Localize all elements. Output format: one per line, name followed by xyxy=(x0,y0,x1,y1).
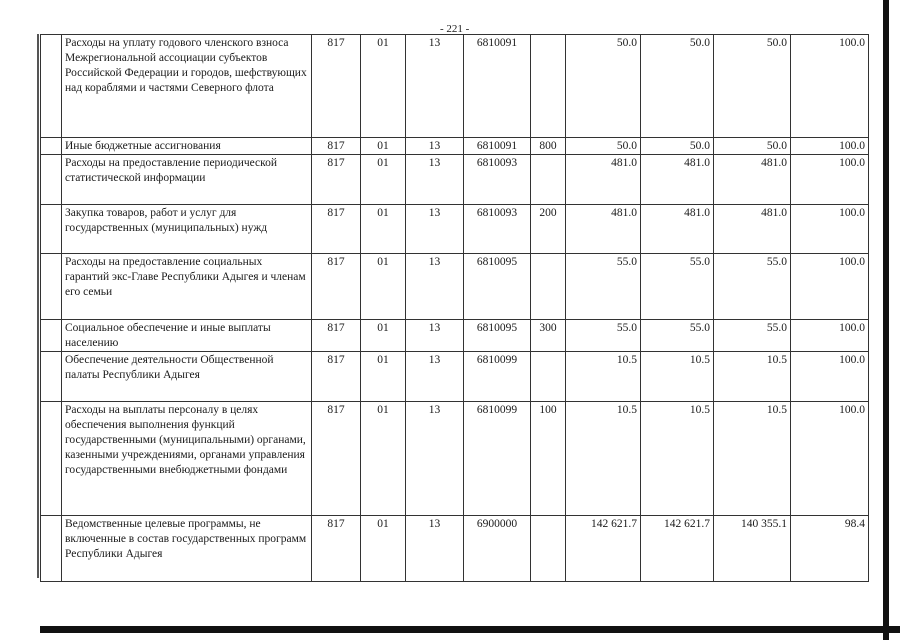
expense-type-cell xyxy=(531,35,566,138)
section-cell: 01 xyxy=(361,516,406,582)
expense-name-cell: Расходы на выплаты персоналу в целях обеспечения выполнения функций государственными (муниципальными) органами, казенными учреждениями, органами управления государственными внебюджетными фондами xyxy=(62,402,312,516)
row-marker-cell xyxy=(41,35,62,138)
refined-plan-cell: 10.5 xyxy=(641,352,714,402)
expense-type-cell: 200 xyxy=(531,205,566,254)
percent-executed-cell: 100.0 xyxy=(791,155,869,205)
section-cell: 01 xyxy=(361,35,406,138)
subsection-cell: 13 xyxy=(406,352,464,402)
target-article-cell: 6810099 xyxy=(464,402,531,516)
table-row xyxy=(41,138,869,155)
table-row xyxy=(41,35,869,138)
subsection-cell: 13 xyxy=(406,205,464,254)
scan-edge-right xyxy=(883,0,889,640)
left-margin-line xyxy=(37,34,39,578)
ministry-code-cell: 817 xyxy=(312,516,361,582)
subsection-cell: 13 xyxy=(406,320,464,352)
executed-amount-cell: 481.0 xyxy=(714,205,791,254)
target-article-cell: 6810093 xyxy=(464,155,531,205)
executed-amount-cell: 140 355.1 xyxy=(714,516,791,582)
executed-amount-cell: 50.0 xyxy=(714,35,791,138)
section-cell: 01 xyxy=(361,155,406,205)
row-marker-cell xyxy=(41,205,62,254)
refined-plan-cell: 50.0 xyxy=(641,35,714,138)
executed-amount-cell: 55.0 xyxy=(714,320,791,352)
row-marker-cell xyxy=(41,352,62,402)
percent-executed-cell: 100.0 xyxy=(791,254,869,320)
expense-name-cell: Ведомственные целевые программы, не включенные в состав государственных программ Республики Адыгея xyxy=(62,516,312,582)
refined-plan-cell: 10.5 xyxy=(641,402,714,516)
expense-type-cell: 100 xyxy=(531,402,566,516)
row-marker-cell xyxy=(41,516,62,582)
target-article-cell: 6810091 xyxy=(464,35,531,138)
expense-type-cell: 800 xyxy=(531,138,566,155)
expense-name-cell: Расходы на предоставление социальных гарантий экс-Главе Республики Адыгея и членам его семьи xyxy=(62,254,312,320)
expense-name-cell: Иные бюджетные ассигнования xyxy=(62,138,312,155)
target-article-cell: 6810099 xyxy=(464,352,531,402)
ministry-code-cell: 817 xyxy=(312,352,361,402)
percent-executed-cell: 100.0 xyxy=(791,320,869,352)
subsection-cell: 13 xyxy=(406,35,464,138)
percent-executed-cell: 98.4 xyxy=(791,516,869,582)
section-cell: 01 xyxy=(361,254,406,320)
plan-amount-cell: 55.0 xyxy=(566,254,641,320)
row-marker-cell xyxy=(41,402,62,516)
ministry-code-cell: 817 xyxy=(312,155,361,205)
plan-amount-cell: 481.0 xyxy=(566,155,641,205)
row-marker-cell xyxy=(41,320,62,352)
budget-table xyxy=(40,34,869,582)
plan-amount-cell: 142 621.7 xyxy=(566,516,641,582)
expense-name-cell: Обеспечение деятельности Общественной палаты Республики Адыгея xyxy=(62,352,312,402)
target-article-cell: 6810095 xyxy=(464,320,531,352)
table-row xyxy=(41,352,869,402)
plan-amount-cell: 50.0 xyxy=(566,35,641,138)
expense-type-cell xyxy=(531,254,566,320)
ministry-code-cell: 817 xyxy=(312,402,361,516)
target-article-cell: 6810095 xyxy=(464,254,531,320)
percent-executed-cell: 100.0 xyxy=(791,138,869,155)
ministry-code-cell: 817 xyxy=(312,35,361,138)
ministry-code-cell: 817 xyxy=(312,205,361,254)
expense-type-cell xyxy=(531,516,566,582)
page-number: - 221 - xyxy=(440,23,470,35)
refined-plan-cell: 55.0 xyxy=(641,320,714,352)
row-marker-cell xyxy=(41,138,62,155)
table-row xyxy=(41,205,869,254)
plan-amount-cell: 10.5 xyxy=(566,402,641,516)
ministry-code-cell: 817 xyxy=(312,320,361,352)
expense-name-cell: Расходы на предоставление периодической статистической информации xyxy=(62,155,312,205)
refined-plan-cell: 481.0 xyxy=(641,205,714,254)
table-row xyxy=(41,516,869,582)
plan-amount-cell: 481.0 xyxy=(566,205,641,254)
percent-executed-cell: 100.0 xyxy=(791,205,869,254)
percent-executed-cell: 100.0 xyxy=(791,402,869,516)
refined-plan-cell: 142 621.7 xyxy=(641,516,714,582)
plan-amount-cell: 10.5 xyxy=(566,352,641,402)
ministry-code-cell: 817 xyxy=(312,254,361,320)
section-cell: 01 xyxy=(361,402,406,516)
ministry-code-cell: 817 xyxy=(312,138,361,155)
executed-amount-cell: 50.0 xyxy=(714,138,791,155)
executed-amount-cell: 10.5 xyxy=(714,352,791,402)
plan-amount-cell: 55.0 xyxy=(566,320,641,352)
refined-plan-cell: 481.0 xyxy=(641,155,714,205)
section-cell: 01 xyxy=(361,352,406,402)
row-marker-cell xyxy=(41,254,62,320)
expense-name-cell: Расходы на уплату годового членского взноса Межрегиональной ассоциации субъектов Российской Федерации и городов, шефствующих над кораблями и частями Северного флота xyxy=(62,35,312,138)
expense-name-cell: Социальное обеспечение и иные выплаты населению xyxy=(62,320,312,352)
target-article-cell: 6810091 xyxy=(464,138,531,155)
section-cell: 01 xyxy=(361,205,406,254)
table-row xyxy=(41,254,869,320)
row-marker-cell xyxy=(41,155,62,205)
expense-type-cell xyxy=(531,352,566,402)
table-row xyxy=(41,155,869,205)
percent-executed-cell: 100.0 xyxy=(791,352,869,402)
expense-type-cell xyxy=(531,155,566,205)
subsection-cell: 13 xyxy=(406,516,464,582)
executed-amount-cell: 481.0 xyxy=(714,155,791,205)
refined-plan-cell: 50.0 xyxy=(641,138,714,155)
expense-type-cell: 300 xyxy=(531,320,566,352)
subsection-cell: 13 xyxy=(406,138,464,155)
section-cell: 01 xyxy=(361,138,406,155)
target-article-cell: 6900000 xyxy=(464,516,531,582)
percent-executed-cell: 100.0 xyxy=(791,35,869,138)
table-row xyxy=(41,402,869,516)
executed-amount-cell: 10.5 xyxy=(714,402,791,516)
table-row xyxy=(41,320,869,352)
subsection-cell: 13 xyxy=(406,254,464,320)
expense-name-cell: Закупка товаров, работ и услуг для государственных (муниципальных) нужд xyxy=(62,205,312,254)
plan-amount-cell: 50.0 xyxy=(566,138,641,155)
target-article-cell: 6810093 xyxy=(464,205,531,254)
executed-amount-cell: 55.0 xyxy=(714,254,791,320)
section-cell: 01 xyxy=(361,320,406,352)
scan-edge-bottom xyxy=(40,626,900,633)
subsection-cell: 13 xyxy=(406,155,464,205)
refined-plan-cell: 55.0 xyxy=(641,254,714,320)
subsection-cell: 13 xyxy=(406,402,464,516)
